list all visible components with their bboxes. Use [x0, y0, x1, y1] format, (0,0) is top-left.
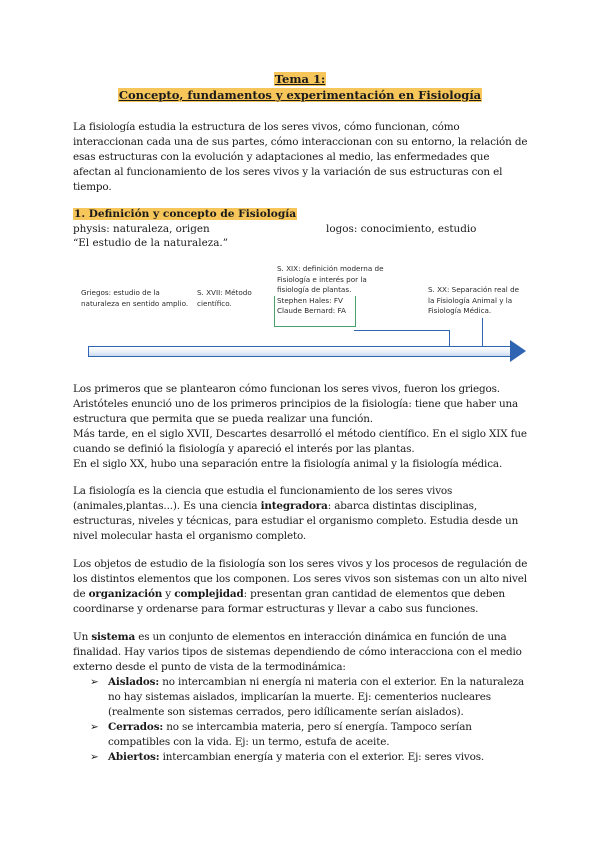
timeline-arrowhead: [510, 340, 526, 362]
etymology-quote: “El estudio de la naturaleza.”: [73, 237, 229, 249]
timeline-s19-name2: Claude Bernard: FA: [277, 306, 346, 315]
timeline-s19-bracket: [274, 296, 356, 327]
arrow-bullet-icon: ➢: [90, 751, 99, 763]
history-line: En el siglo XX, hubo una separación entre la fisiología animal y la fisiología médica.: [73, 458, 503, 470]
history-line: Aristóteles enunció uno de los primeros principios de la fisiología: tiene que haber una estructura que permita que se pueda realizar una función.: [73, 398, 519, 425]
list-item: [73, 750, 529, 765]
item-text: no se intercambia materia, pero sí energía. Tampoco serían compatibles con la vida. Ej: un termo, estufa de aceite.: [108, 721, 472, 748]
timeline-tick: [482, 318, 483, 346]
bold-term: organización: [88, 588, 163, 600]
title-line-2: Concepto, fundamentos y experimentación en Fisiología: [118, 88, 482, 102]
text-run: es un conjunto de elementos en interacción dinámica en función de una finalidad. Hay varios tipos de sistemas dependiendo de cómo interacciona con el medio externo desde el punto de vista de la termodinámica:: [73, 631, 522, 673]
history-line: Los primeros que se plantearon cómo funcionan los seres vivos, fueron los griegos.: [73, 383, 500, 395]
history-line: Más tarde, en el siglo XVII, Descartes desarrolló el método científico. En el siglo XIX fue cuando se definió la fisiología y apareció el interés por las plantas.: [73, 428, 527, 455]
item-label: Aislados:: [108, 676, 160, 688]
intro-paragraph: La fisiología estudia la estructura de los seres vivos, cómo funcionan, cómo interaccionan cada una de sus partes, cómo interaccionan con su entorno, la relación de esas estructuras con la evolución y adaptaciones al medio, las enfermedades que afectan al funcionamiento de los seres vivos y la variación de sus estructuras con el tiempo.: [73, 121, 528, 193]
arrow-bullet-icon: ➢: [90, 721, 99, 733]
item-label: Abiertos:: [108, 751, 160, 763]
text-run: Los objetos de estudio de la fisiología son los seres vivos y los procesos de regulación de los distintos elementos que los componen. Los seres vivos son sistemas con un alto nivel de: [73, 558, 528, 600]
timeline-s17: S. XVII: Método científico.: [197, 288, 252, 308]
bold-term: integradora: [260, 500, 328, 512]
section-heading-text: 1. Definición y concepto de Fisiología: [74, 208, 297, 220]
system-types-list: [73, 675, 529, 765]
timeline-connector: [354, 330, 450, 331]
item-text: no intercambian ni energía ni materia con el exterior. En la naturaleza no hay sistemas aislados, implicarían la muerte. Ej: cementerios nucleares (realmente son sistemas cerrados, pero idílicamente serían aislados).: [108, 676, 525, 718]
timeline-tick: [449, 330, 450, 346]
bold-term: complejidad: [174, 588, 244, 600]
system-paragraph: [73, 630, 529, 765]
item-text: intercambian energía y materia con el exterior. Ej: seres vivos.: [159, 751, 485, 763]
bold-term: sistema: [91, 631, 136, 643]
objects-paragraph: [73, 557, 529, 617]
text-run: : presentan gran cantidad de elementos que deben coordinarse y ordenarse para formar estructuras y llevar a cabo sus funciones.: [73, 588, 505, 615]
etymology-logos: logos: conocimiento, estudio: [326, 223, 477, 235]
list-item: [73, 675, 529, 720]
history-paragraph: [73, 382, 529, 472]
arrow-bullet-icon: ➢: [90, 676, 99, 688]
timeline-bar: [88, 346, 512, 357]
text-run: Un: [73, 631, 92, 643]
section-heading: [73, 208, 297, 220]
item-label: Cerrados:: [108, 721, 164, 733]
etymology-physis: physis: naturaleza, origen: [73, 223, 210, 235]
page-title: [0, 72, 600, 103]
text-run: : abarca distintas disciplinas, estructuras, niveles y técnicas, para estudiar el organismo completo. Estudia desde un nivel molecular hasta el organismo completo.: [73, 500, 519, 542]
title-line-1: Tema 1:: [274, 72, 326, 86]
timeline-griegos: Griegos: estudio de la naturaleza en sentido amplio.: [81, 288, 189, 308]
list-item: [73, 720, 529, 750]
text-run: y: [162, 588, 175, 600]
timeline-s20: S. XX: Separación real de la Fisiología Animal y la Fisiología Médica.: [428, 285, 520, 315]
science-paragraph: [73, 484, 529, 544]
text-run: La fisiología es la ciencia que estudia el funcionamiento de los seres vivos (animales,plantas...). Es una ciencia: [73, 485, 453, 512]
timeline-s19-name1: Stephen Hales: FV: [277, 295, 343, 305]
timeline-s19-title: S. XIX: definición moderna de Fisiología e interés por la fisiología de plantas.: [277, 264, 384, 294]
